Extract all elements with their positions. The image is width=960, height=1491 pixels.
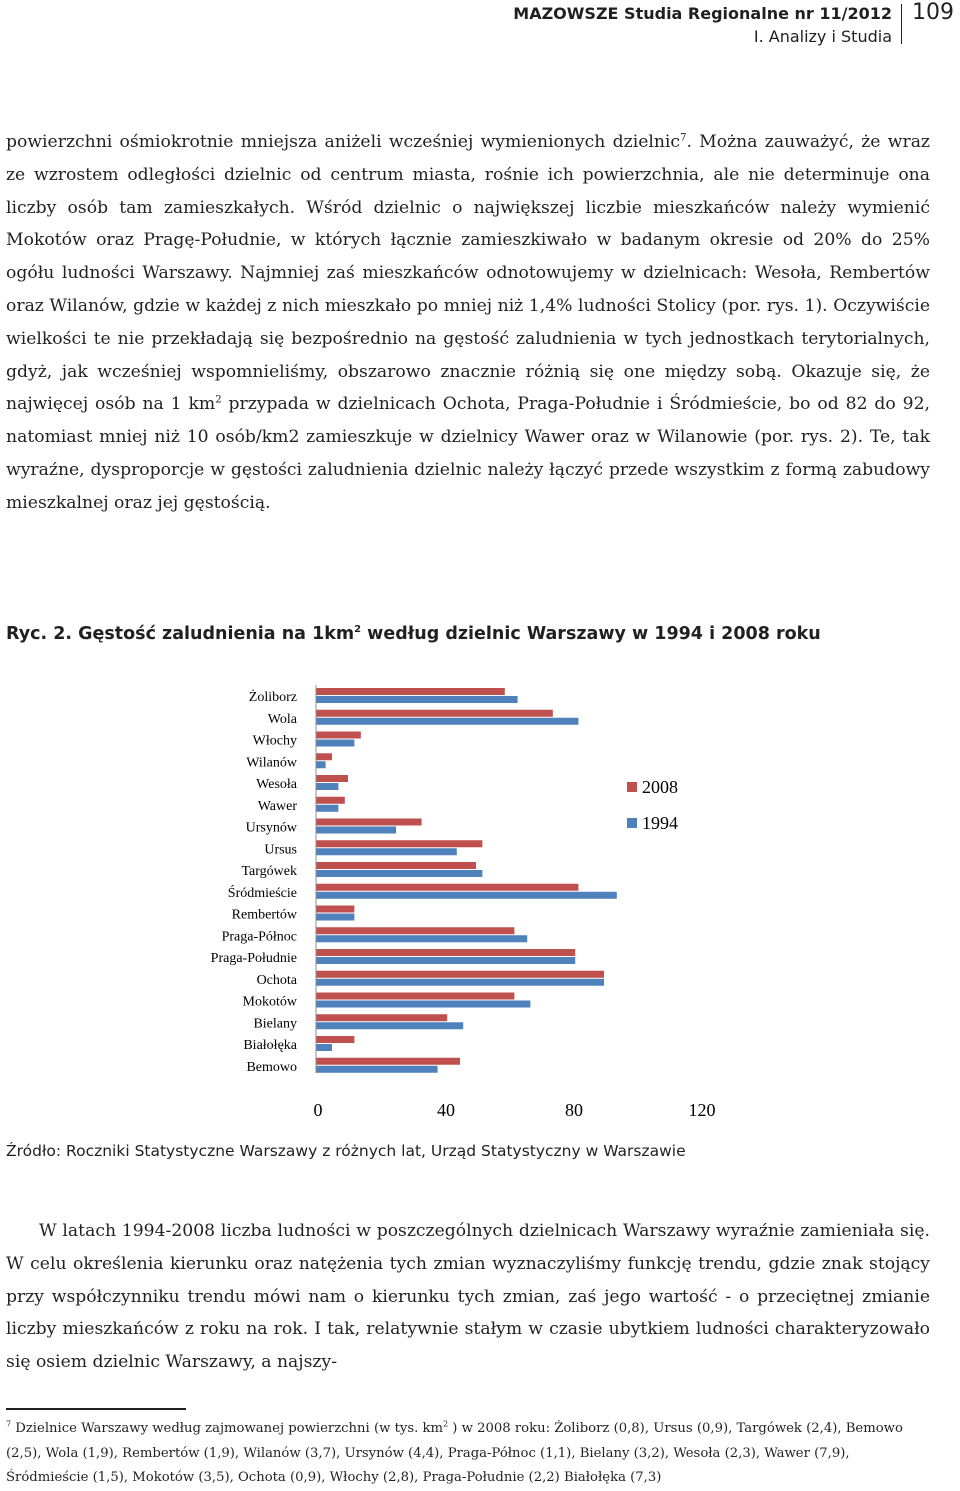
bar-2008-wola (316, 710, 553, 717)
category-label-wlochy: Włochy (252, 733, 297, 749)
category-label-targowek: Targówek (241, 864, 297, 879)
bars (316, 688, 617, 1073)
bar-2008-rembertow (316, 906, 354, 913)
category-label-bialoleka: Białołęka (243, 1038, 297, 1053)
footnote-ref[interactable]: 7 (680, 132, 687, 144)
paragraph-1-part3: przypada w dzielnicach Ochota, Praga-Południe i Śródmieście, bo od 82 do 92, natomiast mniej niż 10 osób/km2 zamieszkuje w dzielnicy Wawer oraz w Wilanowie (por. rys. 2). Te, tak wyraźne, dysproporcje w gęstości zaludnienia dzielnic należy łączyć przede wszystkim z formą zabudowy mieszkalnej oraz jej gęstością. (6, 394, 930, 513)
bar-1994-rembertow (316, 914, 354, 921)
bar-2008-wlochy (316, 732, 361, 739)
bar-1994-wawer (316, 805, 338, 812)
category-labels (211, 689, 298, 1075)
x-tick-0: 0 (313, 1100, 323, 1120)
category-label-praga-polnoc: Praga-Północ (221, 929, 297, 945)
footnote-part2: ) w 2008 roku: Żoliborz (0,8), Ursus (0,9), Targówek (2,4), Bemowo (2,5), Wola (1,9), Rembertów (1,9), Wilanów (3,7), Ursynów (4,4), Praga-Północ (1,1), Bielany (3,2), Wesoła (2,3), Wawer (7,9), Śródmieście (1,5), Mokotów (3,5), Ochota (0,9), Włochy (2,8), Praga-Południe (2,2) Białołęka (7,3) (6, 1421, 903, 1485)
x-tick-120: 120 (688, 1100, 716, 1120)
category-label-bielany: Bielany (253, 1016, 297, 1032)
bar-2008-srodmiescie (316, 884, 578, 891)
density-bar-chart (0, 670, 960, 1130)
bar-2008-praga-poludnie (316, 949, 575, 956)
legend (627, 777, 678, 833)
bar-1994-bialoleka (316, 1044, 332, 1051)
journal-title: MAZOWSZE Studia Regionalne nr 11/2012 (513, 4, 892, 23)
bar-2008-wesola (316, 775, 348, 782)
category-label-wawer: Wawer (257, 798, 297, 814)
bar-1994-wilanow (316, 761, 326, 768)
legend-label-2008: 2008 (642, 777, 678, 797)
category-label-ochota: Ochota (256, 972, 297, 988)
paragraph-2: W latach 1994-2008 liczba ludności w poszczególnych dzielnicach Warszawy wyraźnie zamieniała się. W celu określenia kierunku oraz natężenia tych zmian wyznaczyliśmy funkcję trendu, gdzie znak stojący przy współczynniku trendu mówi nam o kierunku tych zmian, zaś jego wartość - o przeciętnej zmianie liczby mieszkańców z roku na rok. I tak, relatywnie stałym w czasie ubytkiem ludności charakteryzowało się osiem dzielnic Warszawy, a najszy- (6, 1221, 930, 1373)
x-tick-labels (314, 1100, 716, 1120)
bar-2008-targowek (316, 862, 476, 869)
figure-source: Źródło: Roczniki Statystyczne Warszawy z różnych lat, Urząd Statystyczny w Warszawie (6, 1142, 686, 1160)
category-label-srodmiescie: Śródmieście (227, 885, 297, 901)
bar-1994-bielany (316, 1022, 463, 1029)
bar-2008-bemowo (316, 1058, 460, 1065)
figure-title-sup: 2 (354, 624, 362, 636)
superscript-2: 2 (215, 394, 222, 406)
bar-2008-mokotow (316, 993, 514, 1000)
x-tick-40: 40 (437, 1100, 455, 1120)
section-title: I. Analizy i Studia (753, 27, 892, 46)
legend-label-1994: 1994 (642, 813, 678, 833)
category-label-wola: Wola (267, 711, 297, 727)
bar-1994-wlochy (316, 740, 354, 747)
paragraph-1 (6, 126, 930, 520)
legend-swatch-2008 (627, 782, 637, 792)
footnote-mark: 7 (6, 1419, 12, 1429)
figure-title-part2: według dzielnic Warszawy w 1994 i 2008 roku (361, 624, 821, 644)
category-label-ursynow: Ursynów (245, 820, 297, 836)
category-label-bemowo: Bemowo (246, 1059, 297, 1075)
category-label-ursus: Ursus (264, 842, 297, 858)
bar-1994-ursynow (316, 827, 396, 834)
footnote-part1: Dzielnice Warszawy według zajmowanej powierzchni (w tys. km (11, 1421, 443, 1436)
bar-2008-bialoleka (316, 1036, 354, 1043)
bar-1994-ochota (316, 979, 604, 986)
paragraph-1-part2: . Można zauważyć, że wraz ze wzrostem odległości dzielnic od centrum miasta, rośnie ich powierzchnia, ale nie determinuje ona liczby osób tam zamieszkałych. Wśród dzielnic o największej liczbie mieszkańców należy wymienić Mokotów oraz Pragę-Południe, w których łącznie zamieszkiwało w badanym okresie od 20% do 25% ogółu ludności Warszawy. Najmniej zaś mieszkańców odnotowujemy w dzielnicach: Wesoła, Rembertów oraz Wilanów, gdzie w każdej z nich mieszkało po mniej niż 1,4% ludności Stolicy (por. rys. 1). Oczywiście wielkości te nie przekładają się bezpośrednio na gęstość zaludnienia w tych jednostkach terytorialnych, gdyż, jak wcześniej wspomnieliśmy, obszarowo znacznie różnią się one między sobą. Okazuje się, że najwięcej osób na 1 km (6, 132, 930, 415)
bar-2008-ursynow (316, 819, 422, 826)
bar-1994-zoliborz (316, 696, 518, 703)
bar-1994-wola (316, 718, 578, 725)
bar-1994-ursus (316, 848, 457, 855)
category-label-rembertow: Rembertów (231, 907, 297, 923)
category-label-zoliborz: Żoliborz (248, 690, 297, 705)
header-divider (901, 4, 902, 44)
category-label-wesola: Wesoła (256, 777, 297, 792)
bar-2008-ochota (316, 971, 604, 978)
bar-2008-ursus (316, 840, 482, 847)
bar-1994-mokotow (316, 1001, 530, 1008)
category-label-wilanow: Wilanów (246, 755, 297, 771)
category-label-mokotow: Mokotów (242, 994, 297, 1010)
bar-1994-srodmiescie (316, 892, 617, 899)
bar-2008-wilanow (316, 753, 332, 760)
paragraph-1-part1: powierzchni ośmiokrotnie mniejsza aniżeli wcześniej wymienionych dzielnic (6, 132, 681, 152)
bar-1994-praga-poludnie (316, 957, 575, 964)
page-number: 109 (912, 0, 954, 25)
bar-2008-bielany (316, 1014, 447, 1021)
bar-1994-targowek (316, 870, 482, 877)
bar-1994-bemowo (316, 1066, 438, 1073)
footnote-divider (6, 1408, 186, 1410)
figure-title-part1: Ryc. 2. Gęstość zaludnienia na 1km (6, 624, 355, 644)
bar-1994-praga-polnoc (316, 935, 527, 942)
figure-title (6, 622, 821, 646)
footnote (6, 1417, 930, 1491)
bar-2008-praga-polnoc (316, 927, 514, 934)
x-tick-80: 80 (565, 1100, 583, 1120)
category-label-praga-poludnie: Praga-Południe (210, 951, 297, 966)
bar-1994-wesola (316, 783, 338, 790)
footnote-sup: 2 (442, 1419, 449, 1429)
bar-2008-wawer (316, 797, 345, 804)
bar-2008-zoliborz (316, 688, 505, 695)
legend-swatch-1994 (627, 818, 637, 828)
